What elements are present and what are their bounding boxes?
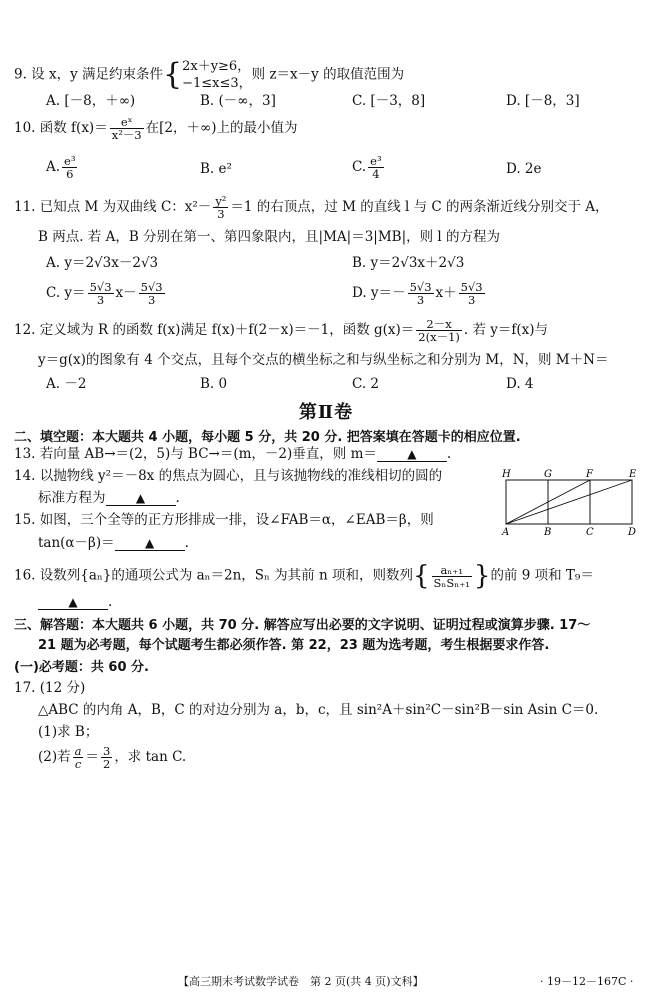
q9-stem xyxy=(14,58,404,92)
q13-answer-blank: ▲ xyxy=(377,447,447,462)
figure-label-c: C xyxy=(586,527,594,538)
q9-constraint-1: 2x＋y≥6， xyxy=(182,59,251,74)
q13 xyxy=(14,445,451,463)
brace-icon: { xyxy=(163,57,183,92)
q11-c-num1: 5√3 xyxy=(89,280,112,294)
q16-text-a: 16. 设数列{aₙ}的通项公式为 aₙ＝2n，Sₙ 为其前 n 项和，则数列 xyxy=(14,567,413,584)
q17-label: 17. (12 分) xyxy=(14,680,86,696)
q12-frac-den: 2(x－1) xyxy=(418,330,460,344)
q10-a-frac xyxy=(62,155,77,180)
q16-frac xyxy=(432,564,472,589)
q17-part2-c: ，求 tan C. xyxy=(114,749,187,765)
q14-answer-blank: ▲ xyxy=(106,491,176,506)
q16-answer xyxy=(38,593,112,611)
q10-frac-den: x²－3 xyxy=(111,128,142,142)
figure-label-h: H xyxy=(502,469,511,480)
q11-c-den1: 3 xyxy=(96,293,105,307)
q9-option-d: D. [－8，3] xyxy=(506,93,580,109)
q11-option-d xyxy=(352,281,487,306)
q12-line2: y＝g(x)的图象有 4 个交点，且每个交点的横坐标之和与纵坐标之和分别为 M，N，则 M＋N＝ xyxy=(38,352,609,368)
q11-option-a: A. y＝2√3x－2√3 xyxy=(46,255,159,271)
q11-d-num2: 5√3 xyxy=(460,280,483,294)
q12-option-d: D. 4 xyxy=(506,376,534,392)
q10-c-den: 4 xyxy=(372,167,380,181)
q16-frac-num: aₙ₊₁ xyxy=(432,564,472,577)
q17-frac-32 xyxy=(101,745,112,770)
q17-stem: △ABC 的内角 A，B，C 的对边分别为 a，b，c，且 sin²A＋sin²C－sin²B－sin Asin C＝0. xyxy=(38,702,599,718)
q10-option-d: D. 2e xyxy=(506,161,542,177)
q11-frac-den: 3 xyxy=(217,207,225,221)
q11-option-b: B. y＝2√3x＋2√3 xyxy=(352,255,465,271)
q9-constraint-system xyxy=(182,58,252,92)
q11-frac xyxy=(213,195,228,220)
q14-line1: 14. 以抛物线 y²＝－8x 的焦点为圆心，且与该抛物线的准线相切的圆的 xyxy=(14,468,443,484)
section-2-heading: 第Ⅱ卷 xyxy=(298,402,354,423)
q11-c-num2: 5√3 xyxy=(140,280,163,294)
q16-text-b: 的前 9 项和 T₉＝ xyxy=(490,567,594,584)
q13-end: . xyxy=(446,446,452,462)
q10-option-c xyxy=(352,155,386,180)
q9-stem-b: 则 z＝x－y 的取值范围为 xyxy=(251,66,405,83)
q17-frac-num2: 3 xyxy=(102,744,111,758)
q11-c-den2: 3 xyxy=(147,293,156,307)
q11-d-frac1 xyxy=(408,281,434,306)
q16-answer-blank: ▲ xyxy=(38,595,108,610)
q9-stem-a: 9. 设 x，y 满足约束条件 xyxy=(14,66,163,83)
q10-c-label: C. xyxy=(352,159,367,175)
q12-option-a: A. －2 xyxy=(46,376,87,392)
q17-frac-ac xyxy=(73,745,84,770)
q9-option-b: B. (－∞，3] xyxy=(200,93,276,109)
right-brace-icon: } xyxy=(473,561,491,591)
q16-end: . xyxy=(108,594,113,610)
q11-c-frac1 xyxy=(88,281,114,306)
q10-a-num: e³ xyxy=(64,154,76,168)
q11-line1-b: ＝1 的右顶点，过 M 的直线 l 与 C 的两条渐近线分别交于 A， xyxy=(230,199,609,215)
q17-part2-b: ＝ xyxy=(85,749,99,765)
q17-part2-a: (2)若 xyxy=(38,749,71,765)
q11-line2: B 两点. 若 A，B 分别在第一、第四象限内，且|MA|＝3|MB|，则 l 的方程为 xyxy=(38,229,501,245)
q17-frac-num: a xyxy=(74,744,82,758)
q10-a-den: 6 xyxy=(66,167,74,181)
q11-d-den1: 3 xyxy=(416,293,425,307)
q11-c-b: x－ xyxy=(115,285,137,301)
q15-label: tan(α－β)＝ xyxy=(38,535,115,551)
q14-label: 标准方程为 xyxy=(38,490,106,506)
q11-d-num1: 5√3 xyxy=(409,280,432,294)
figure-label-e: E xyxy=(629,469,637,480)
q9-constraint-2: −1≤x≤3， xyxy=(182,76,252,91)
figure-label-g: G xyxy=(544,469,552,480)
q17-part2 xyxy=(38,745,186,770)
fill-in-intro: 二、填空题：本大题共 4 小题，每小题 5 分，共 20 分. 把答案填在答题卡的相应位置. xyxy=(14,430,521,445)
q12-option-b: B. 0 xyxy=(200,376,228,392)
q15-line1: 15. 如图，三个全等的正方形排成一排，设∠FAB＝α，∠EAB＝β，则 xyxy=(14,512,434,528)
footer-code: · 19－12－167C · xyxy=(540,975,634,988)
figure-label-f: F xyxy=(586,469,593,480)
q11-frac-num: y² xyxy=(215,194,227,208)
three-squares-figure xyxy=(500,466,645,538)
q10-stem xyxy=(14,116,298,141)
q10-a-label: A. xyxy=(46,159,61,175)
q10-stem-b: 在[2，＋∞)上的最小值为 xyxy=(145,120,298,136)
q16 xyxy=(14,561,594,591)
figure-label-d: D xyxy=(628,527,637,538)
q11-d-b: x＋ xyxy=(435,285,457,301)
q12-line1 xyxy=(14,318,548,343)
figure-line-ae xyxy=(506,480,632,524)
q12-line1-a: 12. 定义域为 R 的函数 f(x)满足 f(x)＋f(2－x)＝－1，函数 g(x)＝ xyxy=(14,322,415,338)
q10-option-a xyxy=(46,155,79,180)
q11-c-frac2 xyxy=(139,281,165,306)
left-brace-icon: { xyxy=(412,561,430,591)
figure-label-b: B xyxy=(544,527,552,538)
q11-option-c xyxy=(46,281,167,306)
required-heading: (一)必考题：共 60 分. xyxy=(14,660,149,675)
q13-text: 13. 若向量 AB→＝(2，5)与 BC→＝(m，－2)垂直，则 m＝ xyxy=(14,446,377,462)
q14-end: . xyxy=(175,490,180,506)
q15-line2 xyxy=(38,534,189,552)
q9-option-a: A. [－8，＋∞) xyxy=(46,93,136,109)
q17-frac-den: c xyxy=(74,757,82,771)
q10-option-b: B. e² xyxy=(200,161,232,177)
q11-d-a: D. y＝－ xyxy=(352,285,406,301)
q9-option-c: C. [－3，8] xyxy=(352,93,426,109)
q11-c-a: C. y＝ xyxy=(46,285,86,301)
q16-frac-den: SₙSₙ₊₁ xyxy=(433,575,470,590)
q14-line2 xyxy=(38,489,180,507)
q11-line1 xyxy=(14,195,609,220)
q10-stem-a: 10. 函数 f(x)＝ xyxy=(14,120,108,136)
q12-frac xyxy=(416,318,462,343)
q12-option-c: C. 2 xyxy=(352,376,380,392)
solve-intro-line1: 三、解答题：本大题共 6 小题，共 70 分. 解答应写出必要的文字说明、证明过程或演算步骤. 17～ xyxy=(14,618,591,633)
q10-frac-num: eˣ xyxy=(110,116,144,129)
q10-c-num: e³ xyxy=(370,154,382,168)
q17-part1: (1)求 B； xyxy=(38,724,99,740)
q10-c-frac xyxy=(368,155,383,180)
solve-intro-line2: 21 题为必考题，每个试题考生都必须作答. 第 22，23 题为选考题，考生根据要求作答. xyxy=(38,638,550,653)
footer-page-info: 【高三期末考试数学试卷 第 2 页(共 4 页)文科】 xyxy=(178,975,424,988)
q11-d-frac2 xyxy=(459,281,485,306)
q12-line1-b: . 若 y＝f(x)与 xyxy=(463,322,549,338)
q10-fraction xyxy=(110,116,144,141)
q11-line1-a: 11. 已知点 M 为双曲线 C：x²－ xyxy=(14,199,212,215)
q11-d-den2: 3 xyxy=(467,293,476,307)
q15-answer-blank: ▲ xyxy=(115,536,185,551)
q12-frac-num: 2－x xyxy=(416,318,462,331)
q17-frac-den2: 2 xyxy=(102,757,111,771)
figure-label-a: A xyxy=(502,527,510,538)
q15-end: . xyxy=(184,535,189,551)
